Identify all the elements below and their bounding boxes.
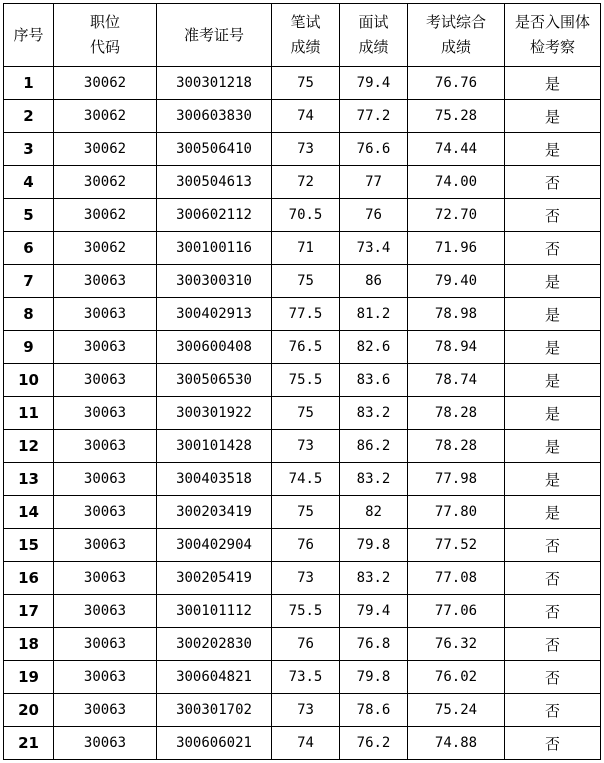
table-row [4,232,601,265]
total-score-cell: 74.44 [408,133,505,166]
total-score-cell: 77.08 [408,562,505,595]
position-code-cell: 30063 [54,364,157,397]
interview-score-cell: 79.8 [340,661,408,694]
written-score-cell: 71 [272,232,340,265]
position-code-cell: 30063 [54,562,157,595]
interview-score-cell: 76.2 [340,727,408,760]
written-score-cell: 75 [272,265,340,298]
table-row [4,496,601,529]
index-cell: 16 [4,562,54,595]
shortlisted-cell: 是 [505,496,601,529]
position-code-cell: 30063 [54,727,157,760]
total-score-cell: 77.80 [408,496,505,529]
results-table [3,3,601,760]
interview-score-cell: 83.2 [340,562,408,595]
table-row [4,331,601,364]
total-score-cell: 75.24 [408,694,505,727]
interview-score-cell: 77 [340,166,408,199]
position-code-cell: 30063 [54,331,157,364]
written-score-cell: 70.5 [272,199,340,232]
interview-score-cell: 86 [340,265,408,298]
ticket-number-cell: 300301702 [157,694,272,727]
position-code-cell: 30063 [54,463,157,496]
position-code-cell: 30062 [54,199,157,232]
table-body [4,67,601,760]
index-cell: 10 [4,364,54,397]
total-score-cell: 79.40 [408,265,505,298]
ticket-number-cell: 300403518 [157,463,272,496]
position-code-cell: 30062 [54,166,157,199]
shortlisted-cell: 是 [505,397,601,430]
ticket-number-cell: 300202830 [157,628,272,661]
header-row [4,4,601,67]
ticket-number-cell: 300602112 [157,199,272,232]
table-row [4,298,601,331]
ticket-number-cell: 300300310 [157,265,272,298]
written-score-cell: 73 [272,430,340,463]
written-score-cell: 76 [272,628,340,661]
interview-score-cell: 76 [340,199,408,232]
total-score-cell: 76.02 [408,661,505,694]
shortlisted-cell: 否 [505,529,601,562]
position-code-cell: 30062 [54,133,157,166]
shortlisted-cell: 是 [505,67,601,100]
table-row [4,67,601,100]
position-code-cell: 30063 [54,628,157,661]
written-score-cell: 75 [272,67,340,100]
total-score-cell: 78.98 [408,298,505,331]
table-row [4,133,601,166]
table-row [4,100,601,133]
written-score-cell: 75 [272,397,340,430]
ticket-number-cell: 300504613 [157,166,272,199]
total-score-cell: 75.28 [408,100,505,133]
index-cell: 14 [4,496,54,529]
header-shortlisted: 是否入围体 检考察 [505,4,601,67]
total-score-cell: 77.06 [408,595,505,628]
index-cell: 12 [4,430,54,463]
interview-score-cell: 79.4 [340,595,408,628]
ticket-number-cell: 300506530 [157,364,272,397]
written-score-cell: 75 [272,496,340,529]
shortlisted-cell: 否 [505,595,601,628]
total-score-cell: 78.28 [408,430,505,463]
shortlisted-cell: 否 [505,166,601,199]
interview-score-cell: 76.6 [340,133,408,166]
table-row [4,166,601,199]
interview-score-cell: 83.2 [340,397,408,430]
index-cell: 3 [4,133,54,166]
ticket-number-cell: 300402904 [157,529,272,562]
table-row [4,661,601,694]
table-row [4,562,601,595]
header-interview-score: 面试 成绩 [340,4,408,67]
index-cell: 1 [4,67,54,100]
ticket-number-cell: 300606021 [157,727,272,760]
shortlisted-cell: 否 [505,628,601,661]
written-score-cell: 76 [272,529,340,562]
written-score-cell: 73 [272,694,340,727]
total-score-cell: 76.76 [408,67,505,100]
position-code-cell: 30063 [54,298,157,331]
shortlisted-cell: 是 [505,463,601,496]
ticket-number-cell: 300301218 [157,67,272,100]
total-score-cell: 74.88 [408,727,505,760]
table-row [4,364,601,397]
table-row [4,529,601,562]
ticket-number-cell: 300603830 [157,100,272,133]
interview-score-cell: 73.4 [340,232,408,265]
written-score-cell: 74.5 [272,463,340,496]
ticket-number-cell: 300205419 [157,562,272,595]
table-row [4,199,601,232]
position-code-cell: 30062 [54,232,157,265]
index-cell: 21 [4,727,54,760]
ticket-number-cell: 300600408 [157,331,272,364]
table-row [4,265,601,298]
shortlisted-cell: 是 [505,331,601,364]
position-code-cell: 30063 [54,430,157,463]
index-cell: 8 [4,298,54,331]
ticket-number-cell: 300506410 [157,133,272,166]
position-code-cell: 30062 [54,100,157,133]
total-score-cell: 76.32 [408,628,505,661]
index-cell: 2 [4,100,54,133]
interview-score-cell: 81.2 [340,298,408,331]
shortlisted-cell: 否 [505,661,601,694]
ticket-number-cell: 300301922 [157,397,272,430]
ticket-number-cell: 300100116 [157,232,272,265]
table-row [4,397,601,430]
interview-score-cell: 79.8 [340,529,408,562]
total-score-cell: 78.94 [408,331,505,364]
table-row [4,727,601,760]
shortlisted-cell: 否 [505,727,601,760]
index-cell: 5 [4,199,54,232]
index-cell: 17 [4,595,54,628]
written-score-cell: 73 [272,562,340,595]
table-row [4,463,601,496]
header-total-score: 考试综合 成绩 [408,4,505,67]
interview-score-cell: 78.6 [340,694,408,727]
position-code-cell: 30063 [54,694,157,727]
total-score-cell: 72.70 [408,199,505,232]
written-score-cell: 73.5 [272,661,340,694]
interview-score-cell: 86.2 [340,430,408,463]
table-row [4,595,601,628]
index-cell: 4 [4,166,54,199]
header-index: 序号 [4,4,54,67]
total-score-cell: 78.28 [408,397,505,430]
total-score-cell: 74.00 [408,166,505,199]
position-code-cell: 30062 [54,67,157,100]
position-code-cell: 30063 [54,397,157,430]
interview-score-cell: 79.4 [340,67,408,100]
table-row [4,430,601,463]
index-cell: 9 [4,331,54,364]
interview-score-cell: 76.8 [340,628,408,661]
table-row [4,628,601,661]
index-cell: 6 [4,232,54,265]
index-cell: 18 [4,628,54,661]
index-cell: 13 [4,463,54,496]
written-score-cell: 74 [272,100,340,133]
shortlisted-cell: 否 [505,562,601,595]
shortlisted-cell: 是 [505,364,601,397]
written-score-cell: 76.5 [272,331,340,364]
shortlisted-cell: 否 [505,694,601,727]
interview-score-cell: 83.2 [340,463,408,496]
shortlisted-cell: 是 [505,133,601,166]
position-code-cell: 30063 [54,496,157,529]
written-score-cell: 75.5 [272,364,340,397]
total-score-cell: 77.52 [408,529,505,562]
position-code-cell: 30063 [54,265,157,298]
shortlisted-cell: 是 [505,430,601,463]
written-score-cell: 75.5 [272,595,340,628]
written-score-cell: 77.5 [272,298,340,331]
index-cell: 20 [4,694,54,727]
position-code-cell: 30063 [54,529,157,562]
interview-score-cell: 77.2 [340,100,408,133]
index-cell: 19 [4,661,54,694]
position-code-cell: 30063 [54,661,157,694]
interview-score-cell: 82 [340,496,408,529]
total-score-cell: 71.96 [408,232,505,265]
position-code-cell: 30063 [54,595,157,628]
shortlisted-cell: 否 [505,199,601,232]
ticket-number-cell: 300101428 [157,430,272,463]
header-ticket-number: 准考证号 [157,4,272,67]
header-position-code: 职位 代码 [54,4,157,67]
shortlisted-cell: 否 [505,232,601,265]
ticket-number-cell: 300402913 [157,298,272,331]
total-score-cell: 78.74 [408,364,505,397]
header-written-score: 笔试 成绩 [272,4,340,67]
table-row [4,694,601,727]
written-score-cell: 73 [272,133,340,166]
shortlisted-cell: 是 [505,265,601,298]
total-score-cell: 77.98 [408,463,505,496]
index-cell: 7 [4,265,54,298]
interview-score-cell: 83.6 [340,364,408,397]
shortlisted-cell: 是 [505,298,601,331]
written-score-cell: 72 [272,166,340,199]
written-score-cell: 74 [272,727,340,760]
ticket-number-cell: 300203419 [157,496,272,529]
index-cell: 15 [4,529,54,562]
index-cell: 11 [4,397,54,430]
interview-score-cell: 82.6 [340,331,408,364]
ticket-number-cell: 300604821 [157,661,272,694]
shortlisted-cell: 是 [505,100,601,133]
ticket-number-cell: 300101112 [157,595,272,628]
